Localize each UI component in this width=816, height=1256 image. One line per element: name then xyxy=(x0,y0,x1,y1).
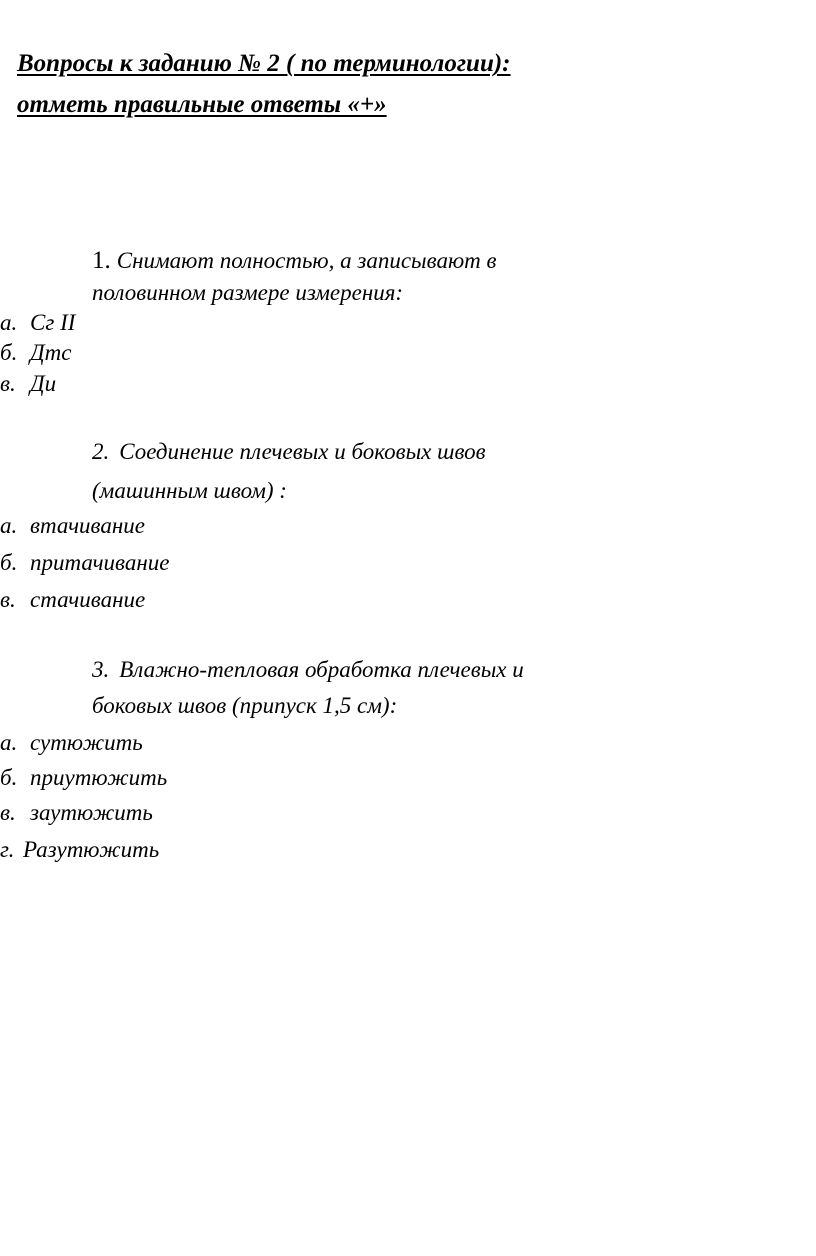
question-1-line-1: Снимают полностью, а записывают в xyxy=(116,248,497,273)
option-text: Разутюжить xyxy=(23,837,160,862)
question-2-option-b[interactable] xyxy=(0,551,170,574)
question-1-text-line-1 xyxy=(92,248,497,273)
title-line-2: отметь правильные ответы «+» xyxy=(17,91,387,118)
option-letter: а. xyxy=(0,310,18,335)
question-3-line-2: боковых швов (припуск 1,5 см): xyxy=(92,693,398,718)
option-letter: в. xyxy=(0,371,16,396)
question-3-option-b[interactable] xyxy=(0,766,167,789)
option-letter: в. xyxy=(0,800,16,825)
option-text: заутюжить xyxy=(30,800,153,825)
option-text: приутюжить xyxy=(30,765,168,790)
option-text: Сг II xyxy=(30,310,76,335)
option-text: Дтс xyxy=(30,340,72,365)
option-text: втачивание xyxy=(30,513,145,538)
question-2-line-1: Соединение плечевых и боковых швов xyxy=(119,439,486,464)
question-3-text-line-1 xyxy=(92,658,524,681)
option-letter: б. xyxy=(0,550,18,575)
question-1-line-2: половинном размере измерения: xyxy=(92,280,404,305)
option-text: Ди xyxy=(30,371,57,396)
option-letter: в. xyxy=(0,587,16,612)
question-3-line-1: Влажно-тепловая обработка плечевых и xyxy=(119,657,524,682)
question-3-option-c[interactable] xyxy=(0,801,153,824)
option-letter: г. xyxy=(0,837,15,862)
question-2-option-c[interactable] xyxy=(0,588,145,611)
option-text: притачивание xyxy=(30,550,170,575)
question-1-option-b[interactable] xyxy=(0,341,71,364)
question-2-line-2: (машинным швом) : xyxy=(92,478,287,503)
title-line-1: Вопросы к заданию № 2 ( по терминологии): xyxy=(17,50,511,77)
option-text: сутюжить xyxy=(30,730,143,755)
question-1-number: 1. xyxy=(92,247,111,274)
question-2-number: 2. xyxy=(92,439,110,464)
option-letter: б. xyxy=(0,340,18,365)
question-1-option-c[interactable] xyxy=(0,372,56,395)
question-3-option-d[interactable] xyxy=(0,838,159,861)
option-text: стачивание xyxy=(30,587,146,612)
question-3-number: 3. xyxy=(92,657,110,682)
option-letter: а. xyxy=(0,513,18,538)
option-letter: а. xyxy=(0,730,18,755)
question-3-option-a[interactable] xyxy=(0,731,143,754)
option-letter: б. xyxy=(0,765,18,790)
question-2-text-line-1 xyxy=(92,440,486,463)
question-2-option-a[interactable] xyxy=(0,514,145,537)
question-1-option-a[interactable] xyxy=(0,311,75,334)
